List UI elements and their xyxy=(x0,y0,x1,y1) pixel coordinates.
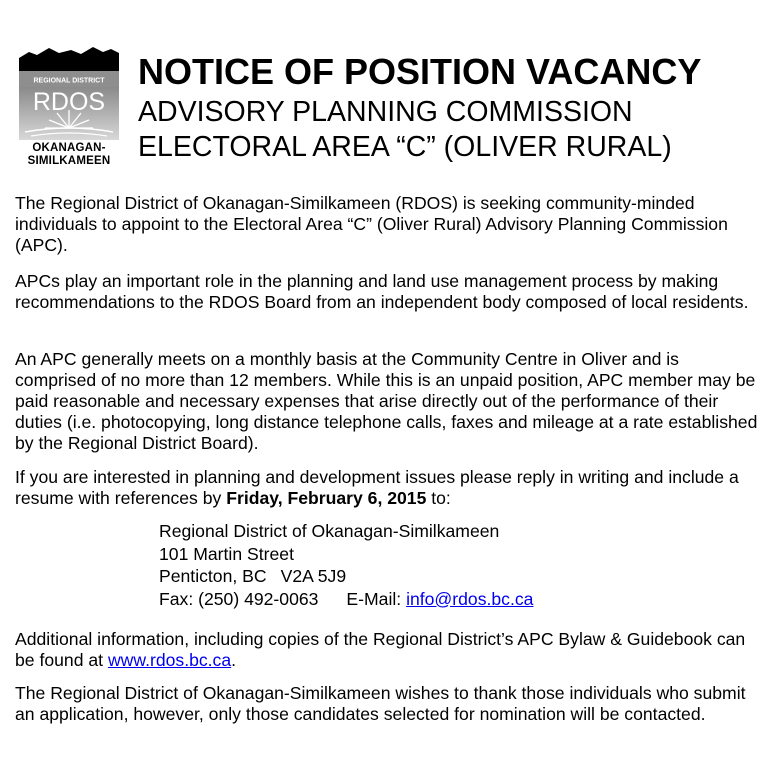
email-label: E-Mail: xyxy=(346,588,407,609)
rdos-logo xyxy=(19,44,119,170)
electoral-area-heading: ELECTORAL AREA “C” (OLIVER RURAL) xyxy=(138,131,672,163)
application-text-end: to: xyxy=(426,488,451,508)
address-street: 101 Martin Street xyxy=(159,543,294,564)
page-title: NOTICE OF POSITION VACANCY xyxy=(138,51,702,92)
address-postal: V2A 5J9 xyxy=(280,566,347,586)
additional-info-paragraph xyxy=(15,629,765,671)
mountain-shape xyxy=(19,47,119,71)
mailing-address xyxy=(159,520,719,610)
page-subtitle: ADVISORY PLANNING COMMISSION xyxy=(138,96,633,128)
website-link[interactable]: www.rdos.bc.ca xyxy=(107,650,232,670)
thank-you-paragraph: The Regional District of Okanagan-Similkameen wishes to thank those individuals who submit an application, however, only those candidates selected for nomination will be contacted. xyxy=(15,683,746,724)
contact-line xyxy=(159,588,719,611)
deadline-date: Friday, February 6, 2015 xyxy=(226,488,427,508)
fax-number: Fax: (250) 492-0063 xyxy=(159,588,319,609)
intro-paragraph: The Regional District of Okanagan-Similkameen (RDOS) is seeking community-minded individuals to appoint to the Electoral Area “C” (Oliver Rural) Advisory Planning Commission (APC). xyxy=(15,193,728,255)
address-org: Regional District of Okanagan-Similkameen xyxy=(159,521,500,541)
application-text: If you are interested in planning and development issues please reply in writing and include a resume with references by xyxy=(15,467,739,508)
additional-info-end: . xyxy=(231,650,237,670)
logo-caption-line2: SIMILKAMEEN xyxy=(27,155,111,167)
application-paragraph xyxy=(15,467,765,509)
meetings-paragraph: An APC generally meets on a monthly basis at the Community Centre in Oliver and is comprised of no more than 12 members. While this is an unpaid position, APC member may be paid reasonable and necessary expenses that arise directly out of the performance of their duties (i.e. photocopying, long distance telephone calls, faxes and mileage at a rate established by the Regional District Board). xyxy=(15,349,758,453)
rdos-logo-graphic xyxy=(19,44,119,140)
address-city: Penticton, BC xyxy=(159,566,267,586)
logo-org-text: REGIONAL DISTRICT xyxy=(33,77,105,85)
address-city-line xyxy=(159,565,719,588)
additional-info-text: Additional information, including copies of the Regional District’s APC Bylaw & Guidebook can be found at xyxy=(15,629,746,670)
email-link[interactable]: info@rdos.bc.ca xyxy=(406,588,534,609)
logo-acronym: RDOS xyxy=(32,88,106,116)
apc-role-paragraph: APCs play an important role in the planning and land use management process by making recommendations to the RDOS Board from an independent body composed of local residents. xyxy=(15,271,749,312)
logo-caption-line1: OKANAGAN- xyxy=(32,142,106,154)
